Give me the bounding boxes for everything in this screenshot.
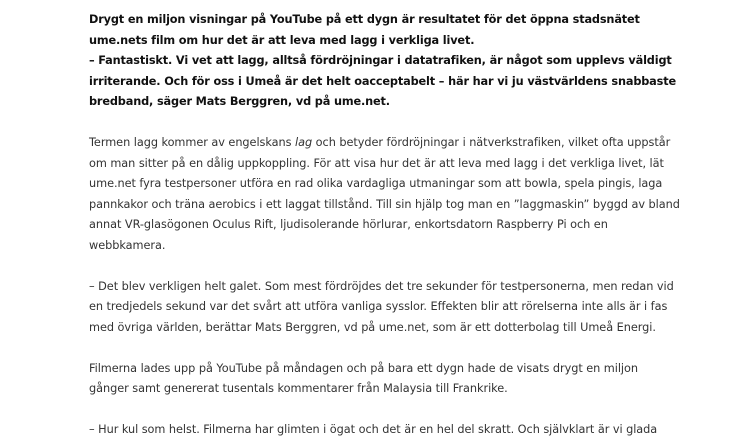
body-line: Filmerna lades upp på YouTube på måndagen och på bara ett dygn hade de visats drygt en miljon (89, 361, 638, 375)
body-line: med övriga världen, berättar Mats Berggren, vd på ume.net, som är ett dotterbolag till Umeå Energi. (89, 320, 656, 334)
body-line (89, 133, 729, 154)
emphasized-term: lag (295, 136, 313, 149)
body-line: – Hur kul som helst. Filmerna har glimten i ögat och det är en hel del skratt. Och självklart är vi glada (89, 423, 658, 436)
paragraph-spacer (89, 400, 729, 421)
lead-line: irriterande. Och för oss i Umeå är det helt oacceptabelt – här har vi ju västvärldens snabbaste (89, 74, 676, 88)
body-line: gånger samt genererat tusentals kommentarer från Malaysia till Frankrike. (89, 382, 508, 395)
body-paragraph-youtube (89, 359, 729, 400)
body-line-start: Termen lagg kommer av engelskans (89, 136, 296, 149)
body-line-end: och betyder fördröjningar i nätverkstrafiken, vilket ofta uppstår (312, 136, 671, 149)
body-line: – Det blev verkligen helt galet. Som mest fördröjdes det tre sekunder för testpersonerna, men redan vid (89, 279, 674, 293)
body-line: annat VR-glasögonen Oculus Rift, ljudisolerande hörlurar, enkortsdatorn Raspberry Pi och en (89, 218, 608, 231)
body-line: om man sitter på en dålig uppkoppling. För att visa hur det är att leva med lagg i det verkliga livet, lät (89, 156, 664, 170)
lead-line: – Fantastiskt. Vi vet att lagg, alltså fördröjningar i datatrafiken, är något som upplevs väldigt (89, 54, 672, 67)
paragraph-spacer (89, 113, 729, 134)
body-paragraph-lagg-term (89, 133, 729, 256)
lead-line: ume.nets film om hur det är att leva med lagg i verkliga livet. (89, 33, 475, 47)
lead-line: Drygt en miljon visningar på YouTube på ett dygn är resultatet för det öppna stadsnätet (89, 13, 640, 26)
body-paragraph-closing-quote (89, 420, 729, 441)
body-line: en tredjedels sekund var det svårt att utföra vanliga sysslor. Effekten blir att rörelserna inte alls är i fas (89, 300, 668, 313)
body-paragraph-quote (89, 277, 729, 339)
body-line: pannkakor och träna aerobics i ett laggat tillstånd. Till sin hjälp tog man en ”laggmaskin” byggd av bland (89, 197, 680, 211)
paragraph-spacer (89, 338, 729, 359)
body-line: ume.net fyra testpersoner utföra en rad olika vardagliga utmaningar som att bowla, spela pingis, laga (89, 177, 663, 190)
paragraph-spacer (89, 256, 729, 277)
press-release-document (89, 10, 729, 441)
lead-line: bredband, säger Mats Berggren, vd på ume.net. (89, 95, 390, 108)
body-line: webbkamera. (89, 238, 166, 252)
lead-paragraph (89, 10, 729, 113)
